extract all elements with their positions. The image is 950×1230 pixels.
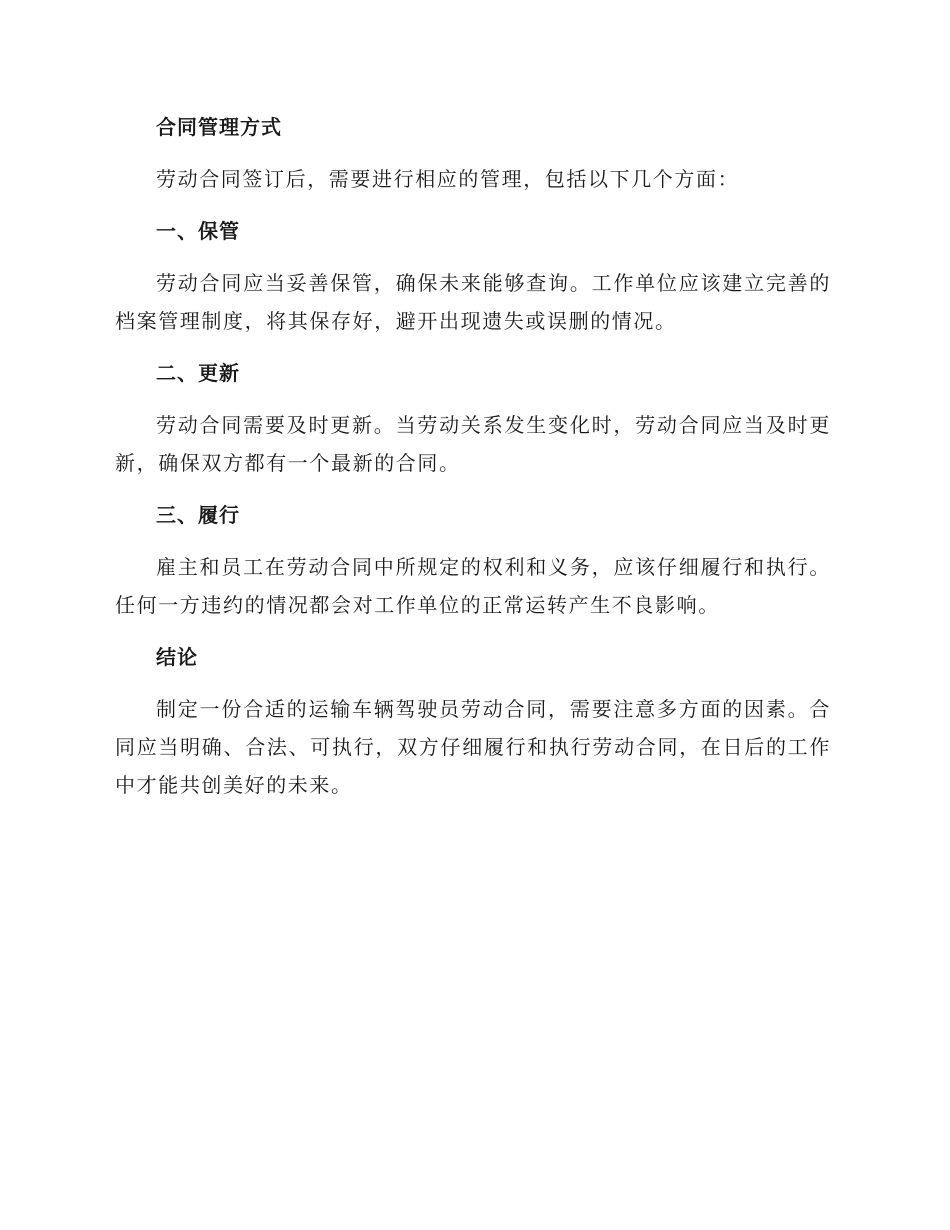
section-heading-update: 二、更新	[156, 361, 240, 385]
paragraph-performance: 雇主和员工在劳动合同中所规定的权利和义务，应该仔细履行和执行。任何一方违约的情况都会对工作单位的正常运转产生不良影响。	[115, 555, 831, 617]
section-heading-custody: 一、保管	[156, 219, 240, 243]
paragraph-update: 劳动合同需要及时更新。当劳动关系发生变化时，劳动合同应当及时更新，确保双方都有一个最新的合同。	[115, 413, 831, 475]
paragraph-intro: 劳动合同签订后，需要进行相应的管理，包括以下几个方面：	[156, 167, 740, 191]
document-body	[115, 108, 831, 818]
section-heading-conclusion: 结论	[156, 645, 198, 669]
section-heading-performance: 三、履行	[156, 503, 240, 527]
paragraph-custody: 劳动合同应当妥善保管，确保未来能够查询。工作单位应该建立完善的档案管理制度，将其保存好，避开出现遗失或误删的情况。	[115, 271, 831, 333]
section-heading-contract-management: 合同管理方式	[156, 115, 282, 139]
paragraph-conclusion: 制定一份合适的运输车辆驾驶员劳动合同，需要注意多方面的因素。合同应当明确、合法、可执行，双方仔细履行和执行劳动合同，在日后的工作中才能共创美好的未来。	[115, 697, 831, 797]
